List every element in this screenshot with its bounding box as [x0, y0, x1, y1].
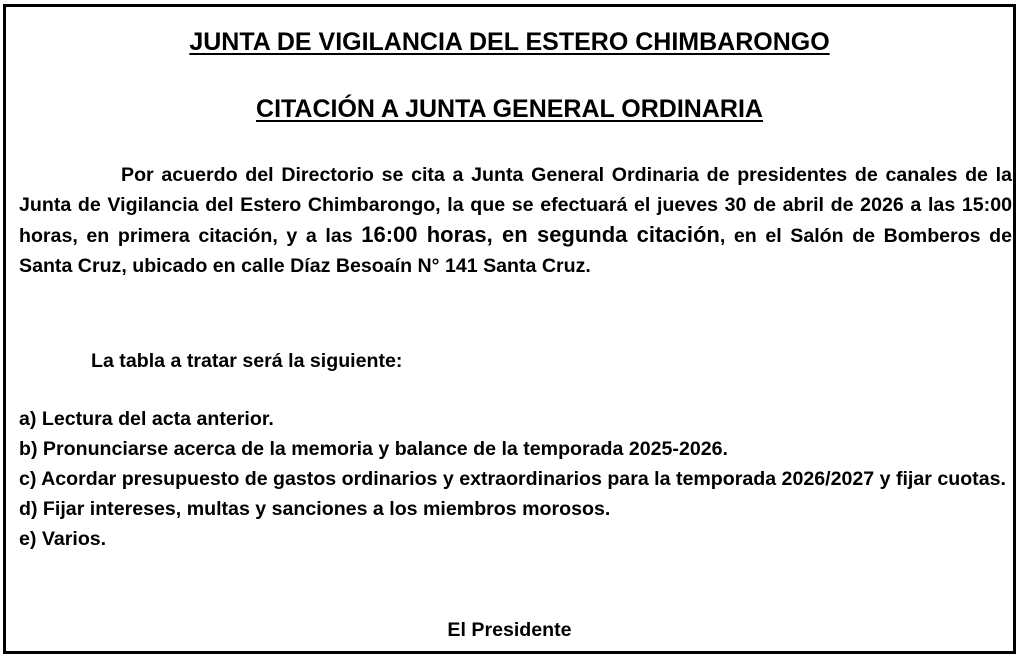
intro-second-call-emphasis: 16:00 horas, en segunda citación — [361, 222, 720, 247]
notice-subject-title: CITACIÓN A JUNTA GENERAL ORDINARIA — [256, 95, 763, 123]
agenda-list — [19, 404, 1012, 554]
agenda-item: e) Varios. — [19, 528, 107, 550]
intro-text-part1: Por acuerdo del Directorio se cita a Junta General Ordinaria de presidentes de canales de la Junta de Vigilancia del Estero Chimbarongo, la que se efectuará el jueves 30 de abril de 2026 a las 15:00 horas, en primera citación, y a las — [19, 164, 1012, 247]
notice-frame — [3, 4, 1016, 654]
agenda-item: c) Acordar presupuesto de gastos ordinarios y extraordinarios para la temporada 2026/2027 y fijar cuotas. — [19, 468, 1006, 490]
intro-paragraph — [19, 160, 1012, 281]
organization-title: JUNTA DE VIGILANCIA DEL ESTERO CHIMBARONGO — [189, 28, 830, 56]
intro-text-part2: , en el Salón de Bomberos de Santa Cruz, ubicado en calle Díaz Besoaín N° 141 Santa Cruz. — [19, 225, 1013, 277]
agenda-item: a) Lectura del acta anterior. — [19, 408, 274, 430]
agenda-item: b) Pronunciarse acerca de la memoria y balance de la temporada 2025-2026. — [19, 438, 728, 460]
signature: El Presidente — [447, 619, 572, 641]
agenda-item: d) Fijar intereses, multas y sanciones a los miembros morosos. — [19, 498, 611, 520]
agenda-lead: La tabla a tratar será la siguiente: — [91, 350, 403, 372]
